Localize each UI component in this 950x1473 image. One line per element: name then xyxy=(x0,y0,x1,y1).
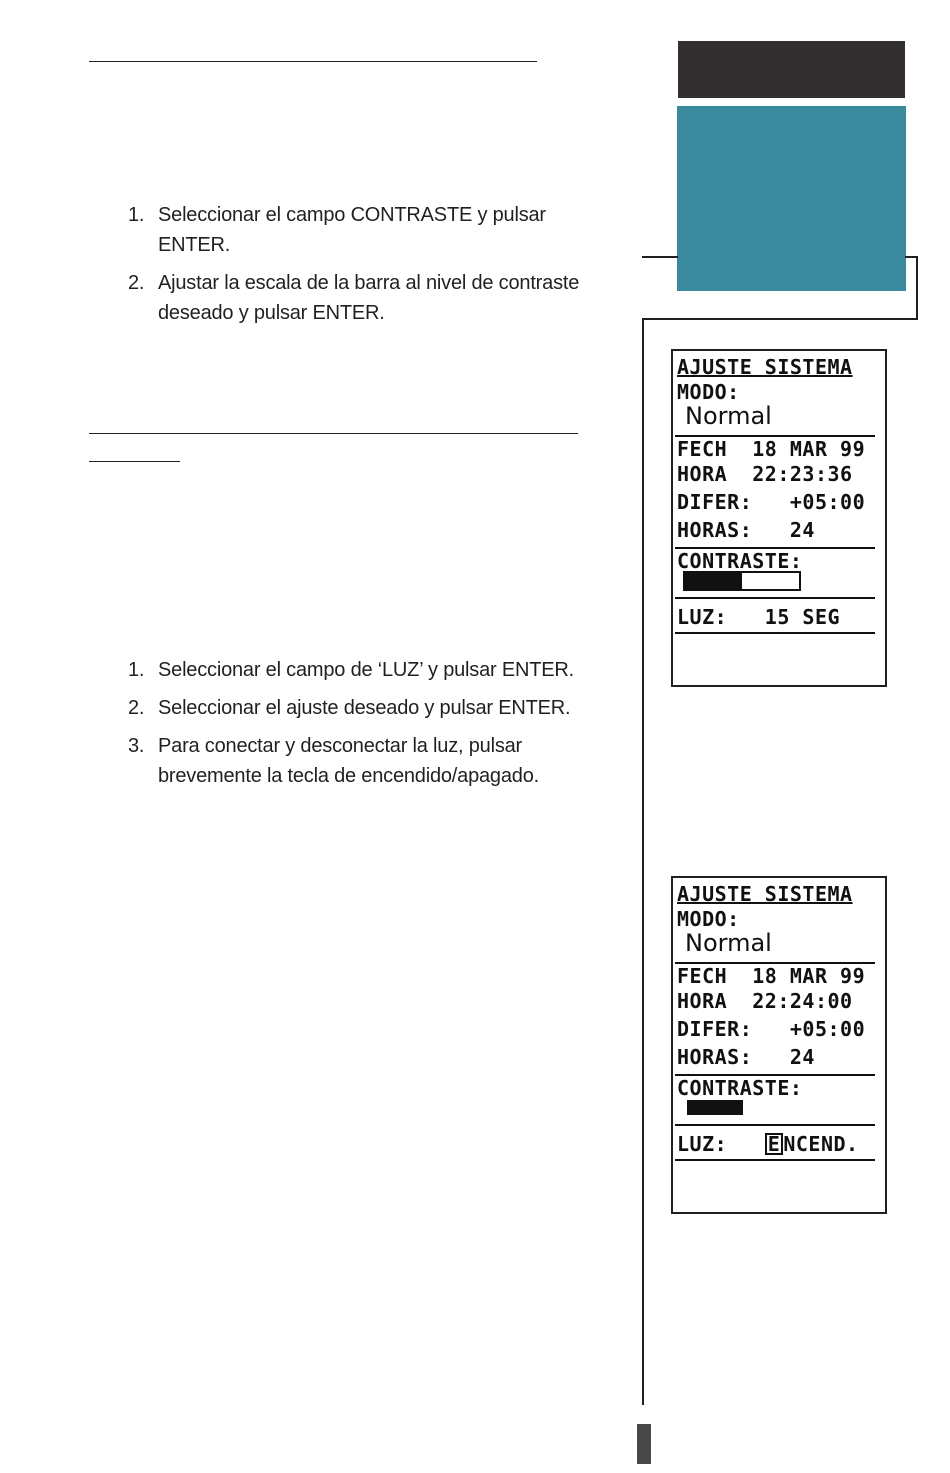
top-rule xyxy=(89,61,537,62)
hours-row: HORAS: 24 xyxy=(677,1045,815,1069)
list-item xyxy=(128,731,608,791)
screen-divider xyxy=(675,597,875,599)
section-rule-short xyxy=(89,461,180,462)
list-item xyxy=(128,655,608,685)
step-number: 1. xyxy=(128,659,145,681)
time-row: HORA 22:24:00 xyxy=(677,989,853,1013)
screen-divider xyxy=(675,1159,875,1161)
light-value: NCEND. xyxy=(783,1132,859,1156)
date-row: FECH 18 MAR 99 xyxy=(677,437,866,461)
offset-row: DIFER: +05:00 xyxy=(677,1017,866,1041)
mode-value: Normal xyxy=(685,929,772,957)
screen-divider xyxy=(675,1124,875,1126)
contrast-bar-fill xyxy=(685,573,742,589)
time-row: HORA 22:23:36 xyxy=(677,462,853,486)
light-row: LUZ: 15 SEG xyxy=(677,605,841,629)
contrast-bar xyxy=(687,1100,743,1115)
list-item xyxy=(128,268,608,328)
device-screen-contrast xyxy=(671,349,887,687)
step-text: Para conectar y desconectar la luz, pulsar brevemente la tecla de encendido/apagado. xyxy=(158,735,539,787)
section-tab-dark xyxy=(678,41,905,98)
screen-divider xyxy=(675,632,875,634)
offset-row: DIFER: +05:00 xyxy=(677,490,866,514)
contrast-label: CONTRASTE: xyxy=(677,549,803,573)
step-text: Seleccionar el campo CONTRASTE y pulsar ENTER. xyxy=(158,204,546,256)
step-text: Seleccionar el campo de ‘LUZ’ y pulsar ENTER. xyxy=(158,659,574,681)
step-number: 2. xyxy=(128,697,145,719)
mode-value: Normal xyxy=(685,402,772,430)
screen-title: AJUSTE SISTEMA xyxy=(677,882,853,906)
screen-title: AJUSTE SISTEMA xyxy=(677,355,853,379)
mode-label: MODO: xyxy=(677,380,740,404)
step-text: Seleccionar el ajuste deseado y pulsar ENTER. xyxy=(158,697,571,719)
light-row xyxy=(677,1133,881,1155)
contrast-bar xyxy=(683,571,801,591)
step-text: Ajustar la escala de la barra al nivel de contraste deseado y pulsar ENTER. xyxy=(158,272,580,324)
section-tab-teal xyxy=(677,106,906,291)
step-number: 1. xyxy=(128,204,145,226)
step-number: 3. xyxy=(128,735,145,757)
step-number: 2. xyxy=(128,272,145,294)
section-rule xyxy=(89,433,578,434)
list-item xyxy=(128,200,608,260)
tab-line-bottom xyxy=(642,318,918,320)
list-item xyxy=(128,693,608,723)
mode-label: MODO: xyxy=(677,907,740,931)
tab-line-vertical xyxy=(916,256,918,320)
light-label: LUZ: xyxy=(677,1132,728,1156)
selection-cursor: E xyxy=(765,1133,784,1155)
device-screen-light xyxy=(671,876,887,1214)
contrast-label: CONTRASTE: xyxy=(677,1076,803,1100)
page-edge-marker xyxy=(637,1424,651,1464)
tab-line-left xyxy=(642,256,678,258)
date-row: FECH 18 MAR 99 xyxy=(677,964,866,988)
margin-line xyxy=(642,318,644,1405)
hours-row: HORAS: 24 xyxy=(677,518,815,542)
contrast-steps xyxy=(128,200,608,336)
light-steps xyxy=(128,655,608,799)
